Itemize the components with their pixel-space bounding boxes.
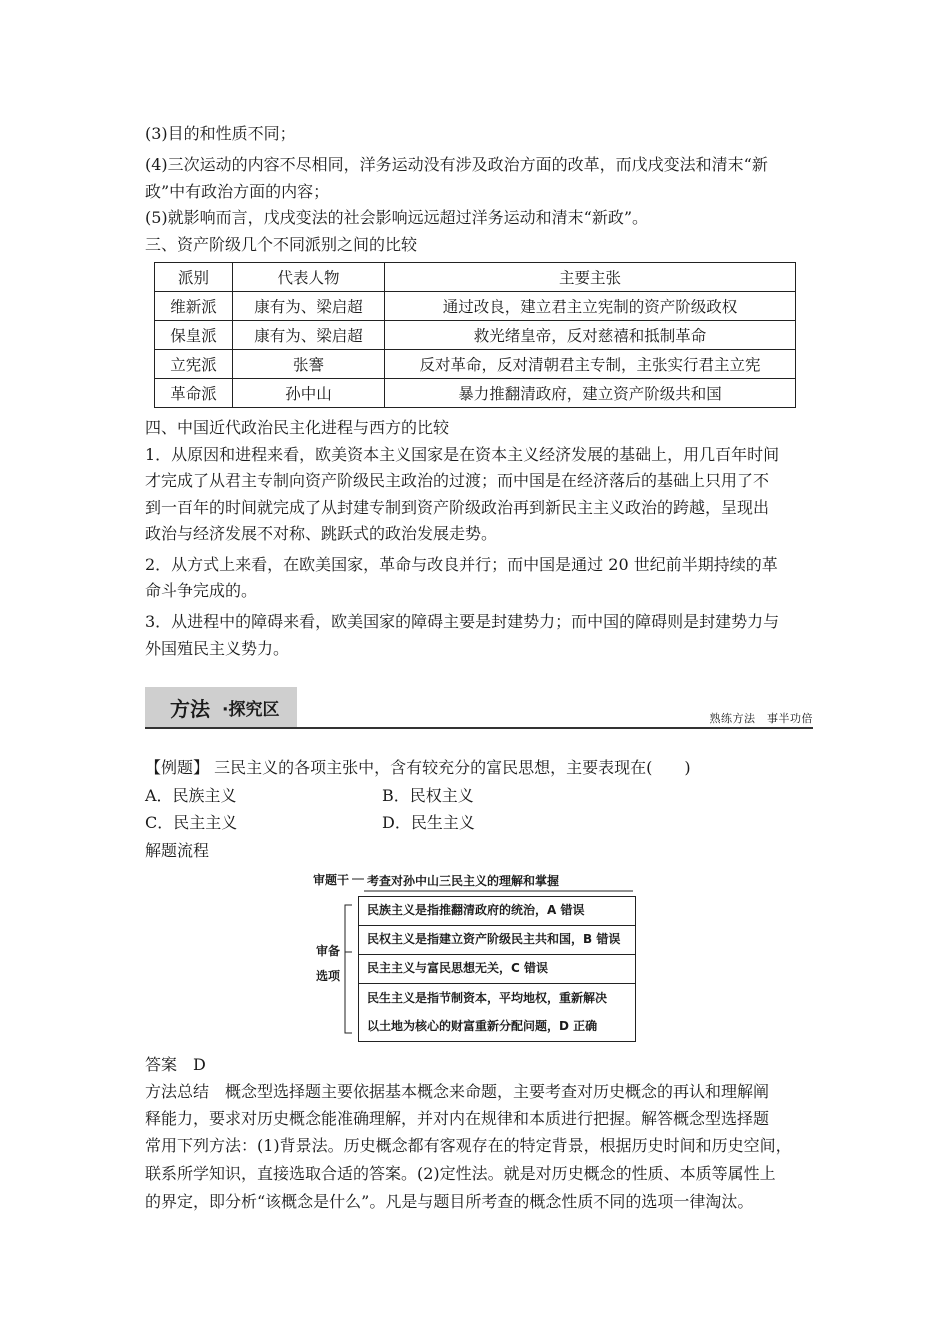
comparison-table [154, 262, 796, 408]
table-cell: 革命派 [155, 379, 233, 408]
option-a: A．民族主义 [145, 786, 237, 805]
flow-item: 民生主义是指节制资本，平均地权，重新解决 [367, 991, 608, 1005]
flow-options-label: 选项 [316, 969, 341, 983]
paragraph: (3)目的和性质不同； [145, 124, 296, 143]
table-row [155, 292, 796, 321]
table-cell: 救光绪皇帝，反对慈禧和抵制革命 [385, 321, 796, 350]
paragraph: 才完成了从君主专制向资产阶级民主政治的过渡；而中国是在经济落后的基础上只用了不 [145, 471, 770, 490]
flow-item: 民主主义与富民思想无关，C 错误 [367, 961, 548, 975]
section-header-slogan: 熟练方法 事半功倍 [709, 712, 813, 725]
table-row [155, 379, 796, 408]
summary-line: 常用下列方法：(1)背景法。历史概念都有客观存在的特定背景，根据历史时间和历史空间， [145, 1136, 792, 1155]
summary-line: 的界定，即分析“该概念是什么”。凡是与题目所考查的概念性质不同的选项一律淘汰。 [145, 1192, 754, 1211]
table-cell: 孙中山 [233, 379, 385, 408]
flow-item: 以土地为核心的财富重新分配问题，D 正确 [367, 1019, 598, 1033]
flow-options-label: 审备 [316, 944, 341, 958]
section-header-subtitle: ·探究区 [222, 700, 280, 720]
paragraph: 2．从方式上来看，在欧美国家，革命与改良并行；而中国是通过 20 世纪前半期持续的革 [145, 555, 778, 574]
flow-item: 民权主义是指建立资产阶级民主共和国，B 错误 [367, 932, 621, 946]
option-b: B．民权主义 [382, 786, 474, 805]
paragraph: 命斗争完成的。 [145, 581, 258, 600]
summary-line: 联系所学知识，直接选取合适的答案。(2)定性法。就是对历史概念的性质、本质等属性上 [145, 1164, 776, 1183]
flow-item: 民族主义是指推翻清政府的统治，A 错误 [367, 903, 585, 917]
table-header-cell: 代表人物 [233, 263, 385, 292]
paragraph: 政”中有政治方面的内容； [145, 182, 330, 201]
table-cell: 立宪派 [155, 350, 233, 379]
table-cell: 保皇派 [155, 321, 233, 350]
table-header-cell: 主要主张 [385, 263, 796, 292]
answer: 答案 D [145, 1055, 206, 1074]
paragraph: 外国殖民主义势力。 [145, 639, 290, 658]
paragraph: (4)三次运动的内容不尽相同，洋务运动没有涉及政治方面的改革，而戊戌变法和清末“新 [145, 155, 768, 174]
table-cell: 反对革命，反对清朝君主专制，主张实行君主立宪 [385, 350, 796, 379]
table-cell: 暴力推翻清政府，建立资产阶级共和国 [385, 379, 796, 408]
section-header-rule [145, 727, 813, 729]
table-cell: 张謇 [233, 350, 385, 379]
flow-title: 解题流程 [145, 841, 210, 860]
table-header-row [155, 263, 796, 292]
flow-stem-label: 审题干 [313, 873, 350, 887]
section-heading: 三、资产阶级几个不同派别之间的比较 [145, 235, 418, 254]
table-cell: 康有为、梁启超 [233, 292, 385, 321]
paragraph: 3．从进程中的障碍来看，欧美国家的障碍主要是封建势力；而中国的障碍则是封建势力与 [145, 612, 780, 631]
table-cell: 通过改良，建立君主立宪制的资产阶级政权 [385, 292, 796, 321]
section-heading: 四、中国近代政治民主化进程与西方的比较 [145, 418, 450, 437]
summary-line: 释能力，要求对历史概念能准确理解，并对内在规律和本质进行把握。解答概念型选择题 [145, 1109, 770, 1128]
paragraph: 到一百年的时间就完成了从封建专制到资产阶级政治再到新民主主义政治的跨越，呈现出 [145, 498, 770, 517]
table-row [155, 350, 796, 379]
paragraph: (5)就影响而言，戊戌变法的社会影响远远超过洋务运动和清末“新政”。 [145, 208, 649, 227]
table-cell: 康有为、梁启超 [233, 321, 385, 350]
table-header-cell: 派别 [155, 263, 233, 292]
paragraph: 政治与经济发展不对称、跳跃式的政治发展走势。 [145, 524, 498, 543]
paragraph: 1．从原因和进程来看，欧美资本主义国家是在资本主义经济发展的基础上，用几百年时间 [145, 445, 780, 464]
section-header-title: 方法 [170, 697, 210, 721]
summary-line: 方法总结 概念型选择题主要依据基本概念来命题，主要考查对历史概念的再认和理解阐 [145, 1082, 770, 1101]
flow-stem-text: 考查对孙中山三民主义的理解和掌握 [367, 874, 560, 888]
option-c: C．民主主义 [145, 813, 238, 832]
example-question: 【例题】 三民主义的各项主张中，含有较充分的富民思想，主要表现在( ) [145, 758, 691, 777]
option-d: D．民生主义 [382, 813, 475, 832]
table-cell: 维新派 [155, 292, 233, 321]
table-row [155, 321, 796, 350]
